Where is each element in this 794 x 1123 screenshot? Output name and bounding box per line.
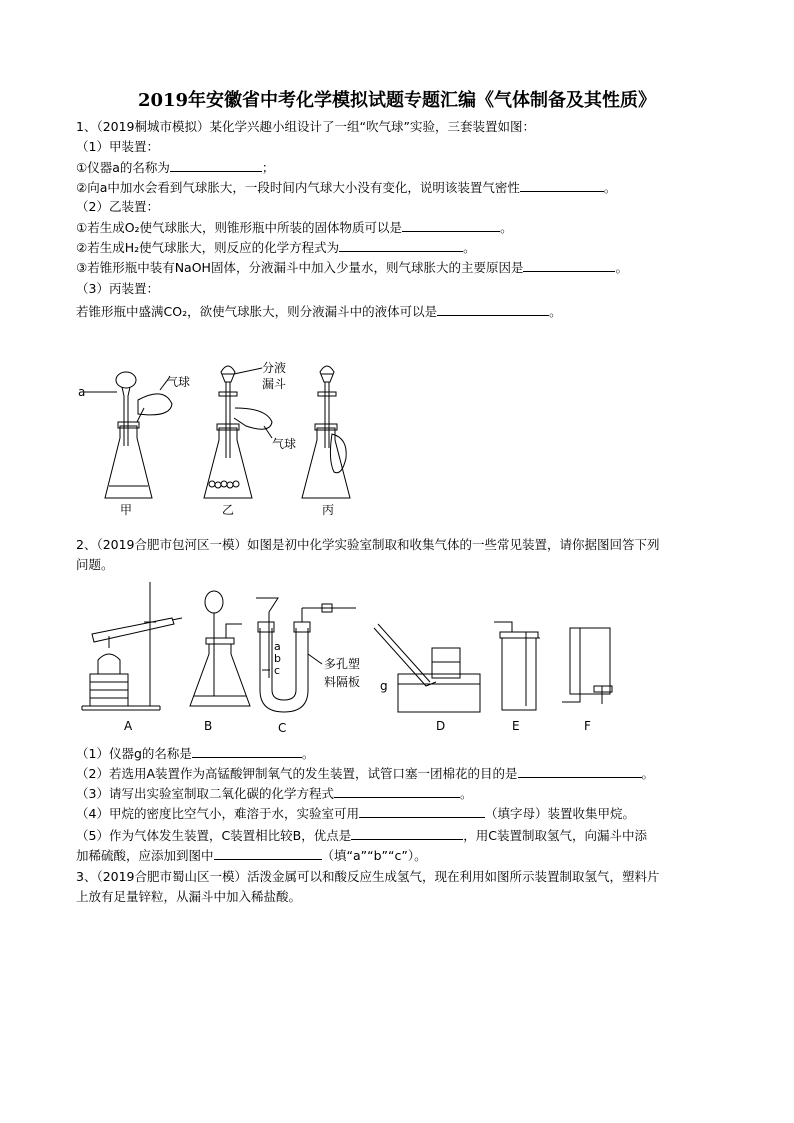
q1-figure-balloon-apparatus <box>76 338 376 520</box>
answer-blank[interactable] <box>518 764 642 778</box>
q1-part2-heading: （2）乙装置： <box>76 199 159 214</box>
answer-blank[interactable] <box>359 804 485 818</box>
label-F: F <box>584 719 591 733</box>
answer-blank[interactable] <box>520 178 604 192</box>
caption-bing: 丙 <box>322 503 335 517</box>
answer-blank[interactable] <box>402 218 500 232</box>
label-b: b <box>274 652 281 665</box>
q2-part5: （5）作为气体发生装置，C装置相比较B，优点是 ，用C装置制取氢气，向漏斗中添 <box>76 828 647 843</box>
answer-blank[interactable] <box>523 258 615 272</box>
label-D: D <box>436 719 446 733</box>
q1-part2-question-c: ③若锥形瓶中装有NaOH固体，分液漏斗中加入少量水，则气球胀大的主要原因是 。 <box>76 260 628 275</box>
q2-part5-continued: 加稀硫酸，应添加到图中 （填“a”“b”“c”）。 <box>76 848 427 863</box>
answer-blank[interactable] <box>214 846 322 860</box>
page-title: 2019年安徽省中考化学模拟试题专题汇编《气体制备及其性质》 <box>137 90 657 111</box>
q1-part1-heading: （1）甲装置： <box>76 139 159 154</box>
label-funnel: 分液 <box>262 361 287 375</box>
answer-blank[interactable] <box>339 238 463 252</box>
q1-stem: 1、（2019桐城市模拟）某化学兴趣小组设计了一组“吹气球”实验，三套装置如图： <box>76 119 535 134</box>
label-balloon: 气球 <box>272 437 297 451</box>
q1-part1-question-b: ②向a中加水会看到气球胀大，一段时间内气球大小没有变化，说明该装置气密性 。 <box>76 180 617 195</box>
q2-figure-gas-apparatus <box>76 578 636 738</box>
label-C: C <box>278 721 287 735</box>
answer-blank[interactable] <box>437 302 549 316</box>
label-c: c <box>274 664 281 677</box>
answer-blank[interactable] <box>351 826 463 840</box>
q3-stem-continued: 上放有足量锌粒，从漏斗中加入稀盐酸。 <box>76 889 302 904</box>
answer-blank[interactable] <box>334 784 460 798</box>
q1-part2-question-a: ①若生成O₂使气球胀大，则锥形瓶中所装的固体物质可以是 。 <box>76 220 513 235</box>
q1-part3-heading: （3）丙装置： <box>76 281 159 296</box>
caption-jia: 甲 <box>120 503 133 517</box>
q2-part4: （4）甲烷的密度比空气小，难溶于水，实验室可用 （填字母）装置收集甲烷。 <box>76 806 635 821</box>
q1-part1-question-a: ①仪器a的名称为 ； <box>76 160 275 175</box>
label-a: a <box>78 385 86 399</box>
label-porous-plate: 料隔板 <box>324 675 361 689</box>
q1-part2-question-b: ②若生成H₂使气球胀大，则反应的化学方程式为 。 <box>76 240 476 255</box>
answer-blank[interactable] <box>170 158 262 172</box>
label-B: B <box>204 719 213 733</box>
label-funnel: 漏斗 <box>262 377 287 391</box>
answer-blank[interactable] <box>192 744 302 758</box>
label-E: E <box>512 719 520 733</box>
q2-stem: 2、（2019合肥市包河区一模）如图是初中化学实验室制取和收集气体的一些常见装置，请你据图回答下列 <box>76 537 660 552</box>
label-a: a <box>274 640 281 653</box>
q1-part3-question-a: 若锥形瓶中盛满CO₂，欲使气球胀大，则分液漏斗中的液体可以是 。 <box>76 304 562 319</box>
q2-stem-continued: 问题。 <box>76 557 114 572</box>
label-balloon: 气球 <box>166 375 191 389</box>
label-porous-plate: 多孔塑 <box>324 657 361 671</box>
q2-part2: （2）若选用A装置作为高锰酸钾制氧气的发生装置，试管口塞一团棉花的目的是 。 <box>76 766 655 781</box>
q2-part1: （1）仪器g的名称是 。 <box>76 746 315 761</box>
label-g: g <box>380 679 388 693</box>
q2-part3: （3）请写出实验室制取二氧化碳的化学方程式 。 <box>76 786 473 801</box>
caption-yi: 乙 <box>222 503 235 517</box>
label-A: A <box>124 719 133 733</box>
q3-stem: 3、（2019合肥市蜀山区一模）活泼金属可以和酸反应生成氢气，现在利用如图所示装置制取氢气，塑料片 <box>76 869 660 884</box>
